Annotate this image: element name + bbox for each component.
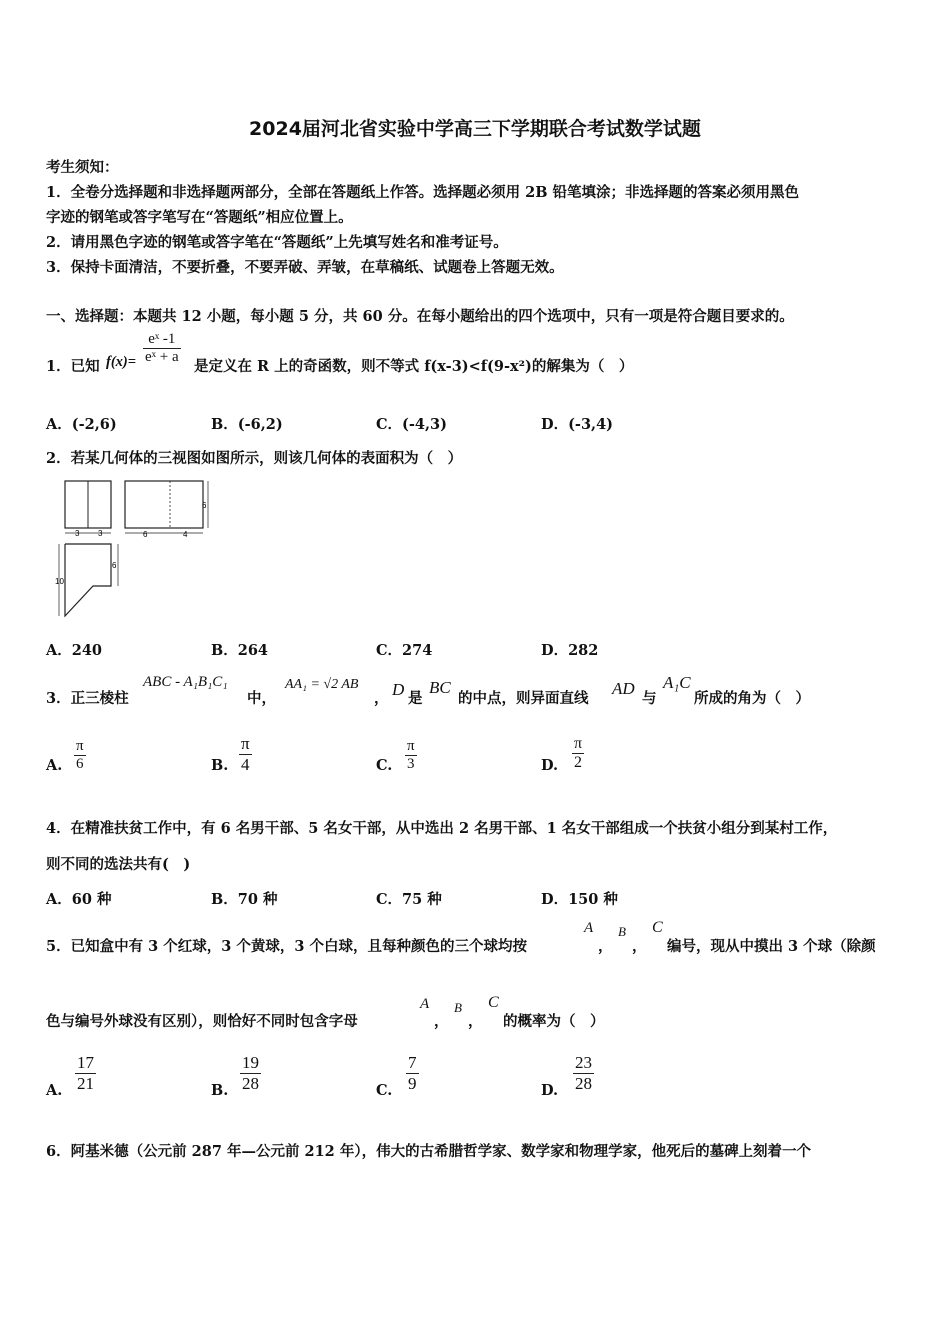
- q3-line-ad: AD: [612, 679, 635, 698]
- q2-option-b: B．264: [211, 642, 269, 659]
- q1-fraction: [143, 331, 181, 366]
- q3-option-label: A.: [46, 757, 63, 774]
- fraction-numerator: 17: [77, 1053, 94, 1072]
- q4-option-c: C．75 种: [376, 891, 442, 908]
- q3-prefix: 3．正三棱柱: [46, 690, 129, 707]
- q3-condition: AA₁ = √2 AB: [285, 677, 359, 692]
- q5-option-d-fraction: [573, 1053, 594, 1094]
- notice-item: 2．请用黑色字迹的钢笔或答字笔在“答题纸”上先填写姓名和准考证号。: [46, 234, 508, 251]
- q2-text: 2．若某几何体的三视图如图所示，则该几何体的表面积为（ ）: [46, 450, 463, 467]
- q5-option-label: D.: [541, 1082, 559, 1099]
- q3-option-c-fraction: [405, 738, 417, 773]
- q3-option-b-fraction: [239, 734, 252, 775]
- q5-option-c-fraction: [406, 1053, 419, 1094]
- three-view-figure: [55, 478, 220, 626]
- q5-sep: ，: [468, 1013, 483, 1030]
- q5-letter-b: B: [454, 1000, 462, 1015]
- dim-label: 6: [112, 561, 117, 570]
- q5-option-label: A.: [46, 1082, 63, 1099]
- fraction-numerator: π: [407, 738, 415, 754]
- q3-option-d-fraction: [572, 735, 584, 772]
- q1-option-c: C．(-4,3): [376, 416, 448, 433]
- q5-option-a-fraction: [75, 1053, 96, 1094]
- q4-text-line1: 4．在精准扶贫工作中，有 6 名男干部、5 名女干部，从中选出 2 名男干部、1 名女干部组成一个扶贫小组分到某村工作，: [46, 820, 838, 837]
- q3-text: 是: [408, 690, 423, 707]
- notice-item: 1．全卷分选择题和非选择题两部分，全部在答题纸上作答。选择题必须用 2B 铅笔填涂；非选择题的答案必须用黑色: [46, 184, 800, 201]
- fraction-denominator: 4: [239, 754, 252, 775]
- q3-option-label: D.: [541, 757, 559, 774]
- q4-option-b: B．70 种: [211, 891, 278, 908]
- q5-sep: ，: [598, 938, 613, 955]
- q5-letter-a: A: [584, 920, 594, 936]
- q3-option-a-fraction: [74, 738, 86, 773]
- fraction-denominator: 2: [572, 753, 584, 772]
- q1-fx: f(x)=: [106, 354, 136, 370]
- q5-letter-c: C: [652, 919, 663, 936]
- dim-label: 3: [75, 529, 80, 538]
- q2-option-c: C．274: [376, 642, 433, 659]
- q3-text: 中，: [247, 690, 276, 707]
- q3-point-d: D: [392, 680, 405, 699]
- q4-option-a: A．60 种: [46, 891, 112, 908]
- side-view: [125, 481, 203, 528]
- q3-text: 与: [642, 690, 657, 707]
- q4-option-d: D．150 种: [541, 891, 618, 908]
- fraction-numerator: π: [76, 738, 84, 754]
- fraction-numerator: 19: [242, 1053, 259, 1072]
- fraction-denominator: 21: [77, 1074, 94, 1093]
- q1-option-d: D．(-3,4): [541, 416, 614, 433]
- dim-label: 6: [202, 501, 207, 510]
- q3-text: 所成的角为（ ）: [694, 690, 810, 707]
- page-title: 2024届河北省实验中学高三下学期联合考试数学试题: [249, 118, 701, 140]
- dim-label: 6: [143, 530, 148, 539]
- q1-prefix: 1．已知: [46, 358, 100, 375]
- q5-option-label: B.: [211, 1082, 229, 1099]
- q5-text: 的概率为（ ）: [503, 1013, 605, 1030]
- fraction-denominator: 28: [575, 1074, 592, 1093]
- q4-text-line2: 则不同的选法共有( ): [46, 856, 191, 873]
- q3-option-label: C.: [376, 757, 393, 774]
- q5-option-label: C.: [376, 1082, 393, 1099]
- notice-item: 3．保持卡面清洁，不要折叠，不要弄破、弄皱，在草稿纸、试题卷上答题无效。: [46, 259, 564, 276]
- q5-option-b-fraction: [240, 1053, 261, 1094]
- q1-option-a: A．(-2,6): [46, 416, 117, 433]
- notice-item: 字迹的钢笔或答字笔写在“答题纸”相应位置上。: [46, 209, 353, 226]
- section-heading: 一、选择题：本题共 12 小题，每小题 5 分，共 60 分。在每小题给出的四个选项中，只有一项是符合题目要求的。: [46, 308, 794, 325]
- q5-sep: ，: [434, 1013, 449, 1030]
- fraction-denominator: 9: [408, 1074, 417, 1093]
- q1-text: 是定义在 R 上的奇函数，则不等式 f(x-3)<f(9-x²)的解集为（ ）: [194, 358, 634, 375]
- fraction-numerator: π: [574, 735, 583, 752]
- dim-label: 4: [183, 530, 188, 539]
- q5-text: 编号，现从中摸出 3 个球（除颜: [667, 938, 876, 955]
- q1-denominator: eˣ + a: [145, 349, 179, 365]
- fraction-denominator: 28: [242, 1074, 259, 1093]
- q3-prism: ABC - A₁B₁C₁: [143, 674, 228, 690]
- q3-line-a1c: A₁C: [663, 673, 691, 692]
- q2-option-d: D．282: [541, 642, 599, 659]
- top-view: [65, 544, 111, 616]
- fraction-numerator: π: [241, 734, 250, 753]
- q3-text: 的中点，则异面直线: [458, 690, 589, 707]
- q6-text: 6．阿基米德（公元前 287 年—公元前 212 年），伟大的古希腊哲学家、数学家和物理学家，他死后的墓碑上刻着一个: [46, 1143, 812, 1160]
- q1-option-b: B．(-6,2): [211, 416, 283, 433]
- q5-letter-a: A: [420, 996, 430, 1012]
- dim-label: 3: [98, 529, 103, 538]
- fraction-numerator: 7: [408, 1053, 417, 1072]
- q5-letter-b: B: [618, 924, 626, 939]
- q5-text: 色与编号外球没有区别），则恰好不同时包含字母: [46, 1013, 358, 1030]
- fraction-denominator: 6: [74, 755, 86, 773]
- q3-option-label: B.: [211, 757, 229, 774]
- fraction-numerator: 23: [575, 1053, 592, 1072]
- q2-option-a: A．240: [46, 642, 103, 659]
- q3-segment-bc: BC: [429, 678, 451, 697]
- q3-text: ，: [374, 690, 389, 707]
- q5-text: 5．已知盒中有 3 个红球，3 个黄球，3 个白球，且每种颜色的三个球均按: [46, 938, 528, 955]
- q5-letter-c: C: [488, 994, 499, 1011]
- notice-heading: 考生须知：: [46, 159, 119, 176]
- fraction-denominator: 3: [405, 755, 417, 773]
- dim-label: 10: [55, 577, 64, 586]
- q1-numerator: eˣ -1: [148, 331, 176, 347]
- q5-sep: ，: [632, 938, 647, 955]
